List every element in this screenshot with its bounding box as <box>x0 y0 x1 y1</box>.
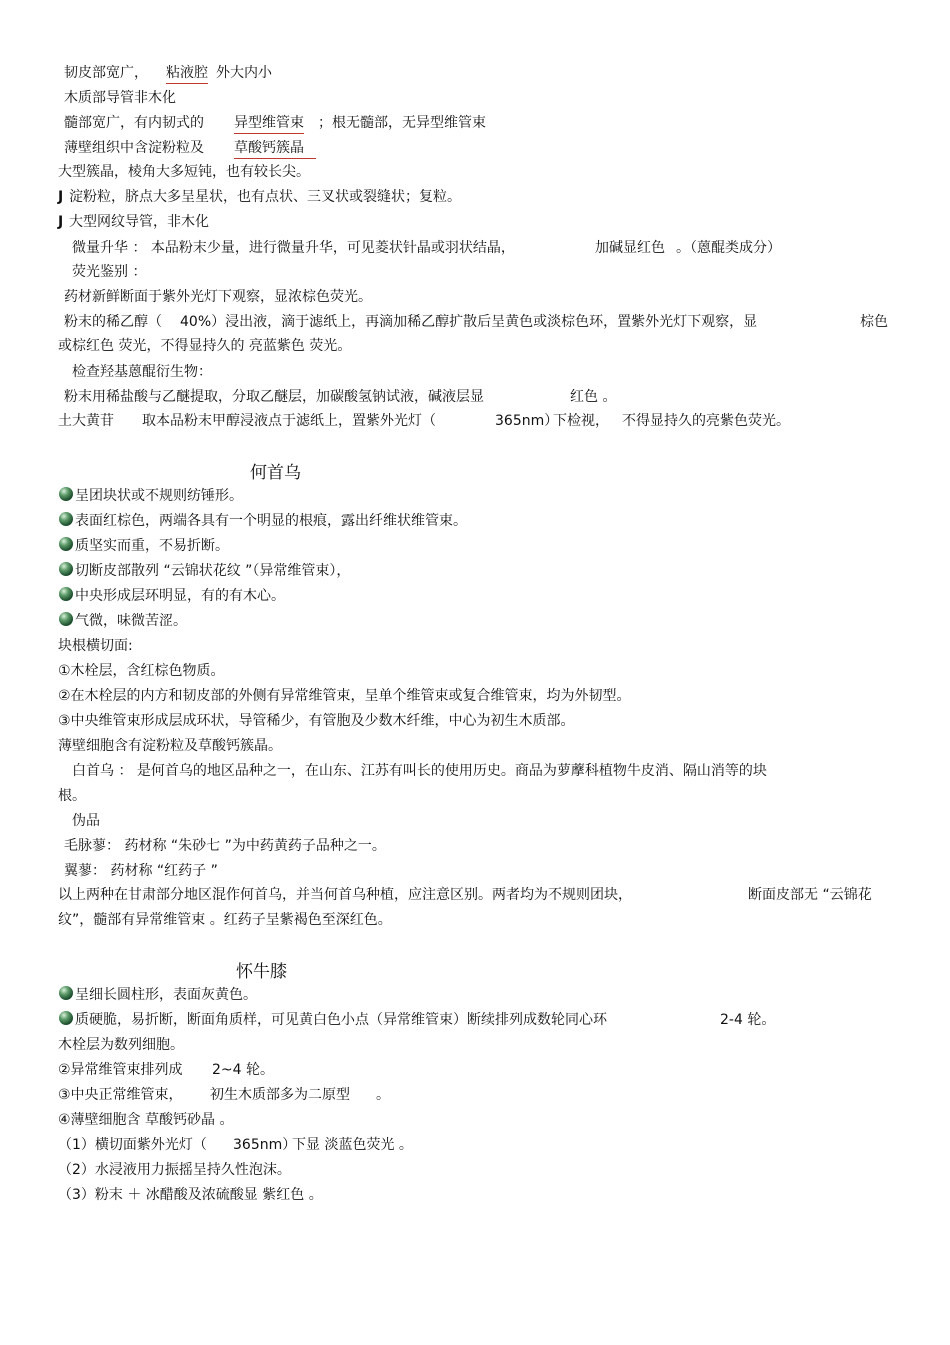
text-segment: 下检视， <box>553 413 609 429</box>
bullet-text: 呈细长圆柱形，表面灰黄色。 <box>75 987 257 1003</box>
sphere-bullet-icon <box>59 487 73 501</box>
text-segment: 薄壁组织中含淀粉粒及 <box>64 140 204 156</box>
text-segment: ；根无髓部，无异型维管束 <box>318 115 486 131</box>
text-segment: 加碱显红色 <box>595 240 665 256</box>
sphere-bullet-icon <box>59 612 73 626</box>
text-segment: 40%）浸出液，滴于滤纸上，再滴加稀乙醇扩散后呈黄色或淡棕色环，置紫外光灯下观察，显 <box>180 314 758 330</box>
bullet-text: 气微，味微苦涩。 <box>75 613 187 629</box>
text-line: 纹”，髓部有异常维管束 。红药子呈紫褐色至深红色。 <box>58 912 392 928</box>
text-segment: 2-4 轮。 <box>720 1012 776 1028</box>
text-segment: 淀粉粒，脐点大多呈星状，也有点状、三叉状或裂缝状；复粒。 <box>69 189 461 205</box>
text-segment: 大型网纹导管，非木化 <box>69 214 209 230</box>
text-segment: 韧皮部宽广， <box>64 65 148 81</box>
text-segment: 。（蒽醌类成分） <box>676 240 781 256</box>
text-line: 薄壁细胞含有淀粉粒及草酸钙簇晶。 <box>58 738 282 754</box>
sphere-bullet-icon <box>59 587 73 601</box>
text-segment: 微量升华 ： 本品粉末少量，进行微量升华，可见菱状针晶或羽状结晶， <box>72 240 515 256</box>
text-segment: 下显 淡蓝色荧光 。 <box>292 1137 413 1153</box>
text-line: ④薄壁细胞含 草酸钙砂晶 。 <box>58 1112 234 1128</box>
text-line: 木栓层为数列细胞。 <box>58 1037 184 1053</box>
section-label: 块根横切面: <box>58 638 133 654</box>
underlined-term: 草酸钙簇晶 <box>234 139 316 159</box>
underlined-term: 粘液腔 <box>166 64 208 84</box>
text-segment: 棕色 <box>860 314 888 330</box>
bullet-text: 呈团块状或不规则纺锤形。 <box>75 488 243 504</box>
sphere-bullet-icon <box>59 537 73 551</box>
text-segment: 2~4 轮。 <box>212 1062 274 1078</box>
text-segment: 粉末的稀乙醇（ <box>64 314 162 330</box>
text-segment: 断面皮部无 “云锦花 <box>748 887 872 903</box>
text-segment: 365nm） <box>233 1137 297 1153</box>
bullet-text: 质硬脆，易折断，断面角质样，可见黄白色小点（异常维管束）断续排列成数轮同心环 <box>75 1012 607 1028</box>
text-segment: 粉末用稀盐酸与乙醚提取，分取乙醚层，加碳酸氢钠试液，碱液层显 <box>64 389 484 405</box>
section-title: 怀牛膝 <box>236 962 287 982</box>
text-line: 白首乌 ： 是何首乌的地区品种之一，在山东、江苏有叫长的使用历史。商品为萝藦科植物牛皮消、隔山消等的块 <box>72 763 767 779</box>
text-segment: 外大内小 <box>216 65 272 81</box>
text-line: 伪品 <box>72 813 100 829</box>
text-segment: 。 <box>376 1087 390 1103</box>
bullet-text: 切断皮部散列 “云锦状花纹 ”（异常维管束）， <box>75 563 351 579</box>
underlined-term: 异型维管束 <box>234 114 304 134</box>
text-line: 根。 <box>58 788 86 804</box>
sphere-bullet-icon <box>59 512 73 526</box>
sphere-bullet-icon <box>59 1011 73 1025</box>
text-line: 木质部导管非木化 <box>64 90 176 106</box>
list-marker: J <box>58 189 64 205</box>
text-line: （3）粉末 ＋ 冰醋酸及浓硫酸显 紫红色 。 <box>58 1187 323 1203</box>
text-line: 翼蓼： 药材称 “红药子 ” <box>64 863 218 879</box>
text-line: 药材新鲜断面于紫外光灯下观察，显浓棕色荧光。 <box>64 289 372 305</box>
text-segment: 不得显持久的亮紫色荧光。 <box>622 413 790 429</box>
text-segment: （1）横切面紫外光灯（ <box>58 1137 207 1153</box>
text-line: 毛脉蓼： 药材称 “朱砂七 ”为中药黄药子品种之一。 <box>64 838 386 854</box>
text-line: 检查羟基蒽醌衍生物： <box>72 364 212 380</box>
text-segment: 土大黄苷 <box>58 413 114 429</box>
bullet-text: 质坚实而重，不易折断。 <box>75 538 229 554</box>
text-segment: 取本品粉末甲醇浸液点于滤纸上，置紫外光灯（ <box>142 413 436 429</box>
text-line: （2）水浸液用力振摇呈持久性泡沫。 <box>58 1162 291 1178</box>
list-item: ③中央维管束形成层成环状，导管稀少，有管胞及少数木纤维，中心为初生木质部。 <box>58 713 575 729</box>
section-title: 何首乌 <box>250 463 301 483</box>
text-line: 或棕红色 荧光，不得显持久的 亮蓝紫色 荧光。 <box>58 338 352 354</box>
list-item: ②在木栓层的内方和韧皮部的外侧有异常维管束，呈单个维管束或复合维管束，均为外韧型。 <box>58 688 631 704</box>
text-line: 大型簇晶，棱角大多短钝，也有较长尖。 <box>58 164 310 180</box>
sphere-bullet-icon <box>59 986 73 1000</box>
text-segment: 髓部宽广，有内韧式的 <box>64 115 204 131</box>
text-segment: ②异常维管束排列成 <box>58 1062 183 1078</box>
text-segment: 以上两种在甘肃部分地区混作何首乌，并当何首乌种植，应注意区别。两者均为不规则团块， <box>58 887 632 903</box>
text-segment: 红色 。 <box>570 389 617 405</box>
text-segment: 365nm） <box>495 413 559 429</box>
text-segment: ③中央正常维管束， <box>58 1087 183 1103</box>
list-item: ①木栓层，含红棕色物质。 <box>58 663 225 679</box>
bullet-text: 表面红棕色，两端各具有一个明显的根痕，露出纤维状维管束。 <box>75 513 467 529</box>
text-line: 荧光鉴别 ： <box>72 264 147 280</box>
text-line <box>64 64 148 82</box>
bullet-text: 中央形成层环明显，有的有木心。 <box>75 588 285 604</box>
text-segment: 初生木质部多为二原型 <box>210 1087 350 1103</box>
list-marker: J <box>58 214 64 230</box>
sphere-bullet-icon <box>59 562 73 576</box>
